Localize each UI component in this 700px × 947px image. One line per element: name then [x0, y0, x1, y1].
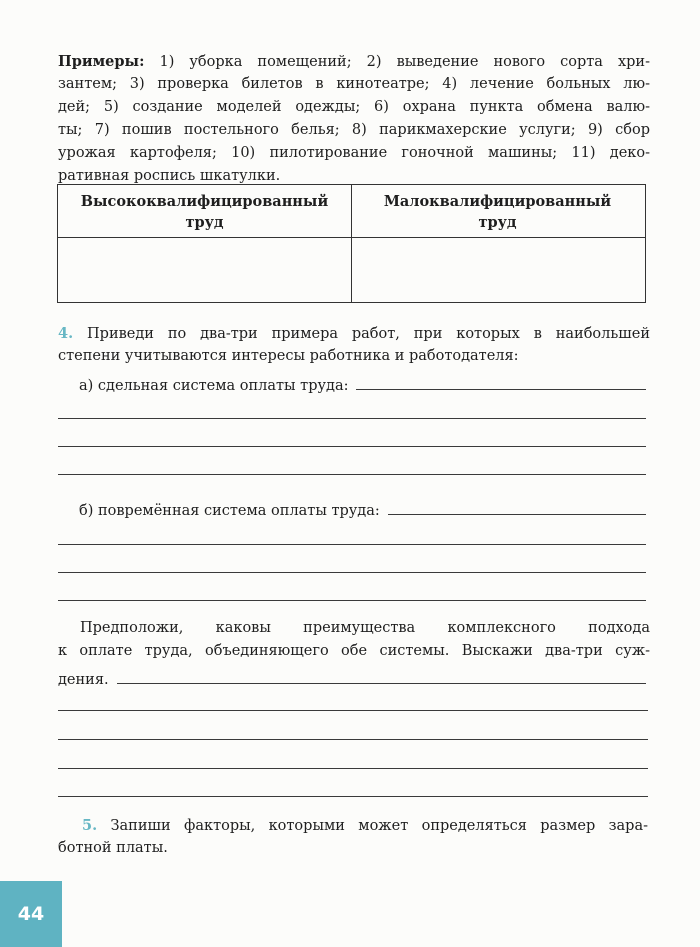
examples-line-1: Примеры: 1) уборка помещений; 2) выведение нового сорта хри- — [58, 53, 650, 70]
item-b-answer-line-3[interactable] — [58, 572, 646, 573]
item-a-answer-line[interactable] — [356, 389, 646, 390]
examples-paragraph — [58, 50, 650, 188]
examples-line-2: зантем; 3) проверка билетов в кинотеатре; 4) лечение больных лю- — [58, 76, 650, 92]
suppose-paragraph — [58, 617, 650, 663]
item-a-answer-line-2[interactable] — [58, 418, 646, 419]
suppose-line-3: дения. — [58, 672, 109, 688]
item-b-answer-line-4[interactable] — [58, 600, 646, 601]
item-a-answer-line-3[interactable] — [58, 446, 646, 447]
classification-table — [57, 184, 646, 303]
task-5-number: 5. — [82, 817, 98, 834]
item-a-answer-line-4[interactable] — [58, 474, 646, 475]
examples-line-4: ты; 7) пошив постельного белья; 8) парикмахерские услуги; 9) сбор — [58, 122, 650, 138]
suppose-answer-line[interactable] — [117, 683, 646, 684]
item-b-answer-line[interactable] — [388, 514, 646, 515]
examples-label: Примеры: — [58, 53, 145, 70]
examples-line-6: ративная роспись шкатулки. — [58, 168, 281, 184]
suppose-answer-line-2[interactable] — [58, 710, 648, 711]
suppose-line-2: к оплате труда, объединяющего обе системы. Выскажи два-три суж- — [58, 643, 650, 659]
task-5-question — [82, 814, 648, 837]
item-b-row — [79, 499, 646, 519]
item-b-answer-line-2[interactable] — [58, 544, 646, 545]
task-4-question — [58, 322, 650, 368]
suppose-line-1: Предположи, каковы преимущества комплексного подхода — [80, 620, 650, 636]
page-number-badge — [0, 881, 62, 947]
page-number: 44 — [17, 903, 45, 925]
item-b-label: б) повремённая система оплаты труда: — [79, 503, 380, 519]
task-5-line-2: ботной платы. — [58, 840, 168, 856]
task-4-line-1: 4. Приведи по два-три примера работ, при которых в наибольшей — [58, 325, 650, 342]
suppose-answer-line-4[interactable] — [58, 768, 648, 769]
column-header-low-skill: Малоквалифицированный труд — [383, 193, 612, 231]
suppose-answer-line-5[interactable] — [58, 796, 648, 797]
column-header-high-skill: Высококвалифицированный труд — [80, 193, 329, 231]
answer-cell-low-skill[interactable] — [352, 237, 645, 302]
task-4-number: 4. — [58, 325, 74, 342]
item-a-label: а) сдельная система оплаты труда: — [79, 378, 349, 394]
examples-line-5: урожая картофеля; 10) пилотирование гоночной машины; 11) деко- — [58, 145, 650, 161]
examples-line-3: дей; 5) создание моделей одежды; 6) охрана пункта обмена валю- — [58, 99, 650, 115]
task-4-line-2: степени учитываются интересы работника и работодателя: — [58, 348, 519, 364]
item-a-row — [79, 374, 646, 394]
suppose-answer-line-3[interactable] — [58, 739, 648, 740]
suppose-row — [58, 668, 646, 688]
task-5-line-1: 5. Запиши факторы, которыми может определяться размер зара- — [82, 817, 648, 834]
answer-cell-high-skill[interactable] — [58, 237, 351, 302]
